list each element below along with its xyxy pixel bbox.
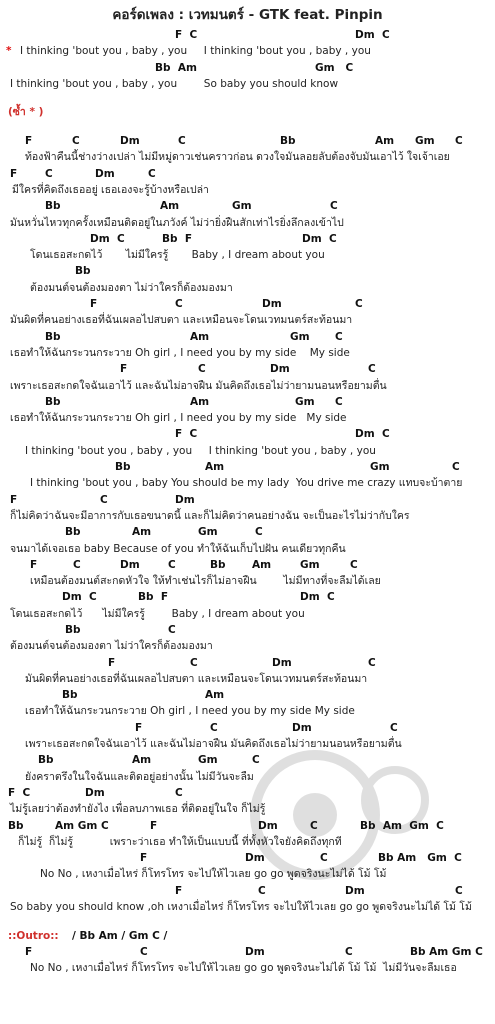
lyric-line: [0, 346, 495, 360]
lyric-text: โดนเธอสะกดไว้ ไม่มีใครรู้ Baby , I dream about you: [10, 607, 305, 620]
lyric-text: ไม่รู้เลยว่าต้องทำยังไง เพื่อลบภาพเธอ ที่ติดอยู่ในใจ ก็ไม่รู้: [10, 803, 266, 816]
chord-symbol: C: [330, 200, 338, 213]
chord-symbol: C: [452, 461, 460, 473]
lyric-text: เพราะเธอสะกดใจฉันเอาไว้ และฉันไม่อาจฝืน มันคิดถึงเธอไม่ว่ายามนอนหรือยามตื่น: [10, 379, 387, 392]
chord-symbol: Gm: [232, 200, 252, 213]
lyric-text: จนมาได้เจอเธอ baby Because of you ทำให้ฉันเก็บไปฝัน คนเดียวทุกคืน: [10, 542, 346, 555]
chord-symbol: F C: [8, 786, 31, 799]
chord-symbol: Dm C: [302, 232, 337, 245]
chord-symbol: F: [30, 558, 38, 571]
chord-symbol: C: [198, 363, 206, 376]
chord-symbol: F: [10, 167, 18, 180]
chord-line: [0, 525, 495, 539]
chord-symbol: Dm: [85, 786, 105, 799]
chord-line: [0, 427, 495, 441]
lyric-text: มันผิดที่คนอย่างเธอที่ฉันเผลอไปสบตา และเหมือนจะโดนเวทมนตร์สะท้อนมา: [25, 672, 368, 685]
chord-symbol: C: [310, 819, 318, 832]
chord-symbol: F: [108, 656, 116, 669]
chord-symbol: Bb Am Gm C: [410, 945, 483, 958]
chord-line: [0, 330, 495, 344]
chord-line: [0, 851, 495, 865]
chord-symbol: C: [255, 526, 263, 539]
chord-symbol: F: [25, 945, 33, 958]
chord-symbol: C: [390, 721, 398, 734]
repeat-label: (ซ้ำ * ): [8, 106, 44, 119]
chord-symbol: Am: [132, 754, 152, 767]
chord-symbol: C: [168, 624, 176, 636]
chord-symbol: F: [140, 852, 148, 865]
chord-line: [0, 945, 495, 959]
lyric-text: ก็ไม่รู้ ก็ไม่รู้ เพราะว่าเธอ ทำให้เป็นแบบนี้ ที่ทั้งหัวใจยังคิดถึงทุกที: [18, 835, 342, 848]
lyric-line: [0, 802, 495, 816]
chord-symbol: Gm: [300, 558, 320, 571]
chord-symbol: C: [148, 167, 156, 180]
lyric-line: [0, 770, 495, 784]
chord-line: [0, 395, 495, 409]
lyric-text: ยังคราตรึงในใจฉันและติดอยู่อย่างนั้น ไม่มีวันจะลืม: [25, 770, 254, 783]
chord-line: [0, 297, 495, 311]
lyric-line: [0, 248, 495, 262]
chord-line: [0, 753, 495, 767]
chord-symbol: Dm: [245, 945, 265, 958]
chord-symbol: F: [150, 819, 158, 832]
chord-line: [0, 460, 495, 474]
lyric-line: [0, 737, 495, 751]
lyric-text: ก็ไม่คิดว่าฉันจะมีอาการกับเธอขนาดนี้ และก็ไม่คิดว่าคนอย่างฉัน จะเป็นอะไรไม่ว่ากับใคร: [10, 509, 410, 522]
chord-symbol: Dm: [120, 558, 140, 571]
chord-line: [0, 493, 495, 507]
lyric-line: [0, 444, 495, 458]
chord-symbol: Bb Am Gm C: [360, 819, 444, 832]
chord-symbol: C: [355, 298, 363, 310]
lyric-text: No No , เหงาเมื่อไหร่ ก็โทรโทร จะไปให้ไวเลย go go พูดจริงนะไม่ได้ โม้ โม้ ไม่มีวันจะลืมเธอ: [30, 962, 457, 975]
chord-symbol: C: [210, 721, 218, 734]
lyric-line: [0, 574, 495, 588]
chord-line: [0, 929, 495, 943]
chord-line: [0, 819, 495, 833]
chord-symbol: Dm C: [355, 29, 390, 41]
outro-label: ::Outro::: [8, 929, 59, 942]
chord-symbol: Am: [160, 200, 180, 213]
chord-symbol: Bb: [210, 558, 226, 571]
lyric-line: [0, 216, 495, 230]
lyric-line: [0, 281, 495, 295]
chord-symbol: Gm: [415, 135, 435, 147]
chord-sheet: [0, 28, 495, 1024]
chord-symbol: C: [368, 363, 376, 376]
lyric-line: [0, 867, 495, 881]
lyric-text: มีใครที่คิดถึงเธออยู่ เธอเองจะรู้บ้างหรือเปล่า: [12, 183, 209, 196]
chord-symbol: C: [45, 167, 53, 180]
chord-symbol: Am: [132, 526, 152, 539]
lyric-text: I thinking 'bout you , baby , you I thinking 'bout you , baby , you: [20, 45, 371, 58]
chord-line: [0, 884, 495, 898]
chord-symbol: Dm: [245, 852, 265, 865]
page-title: คอร์ดเพลง : เวทมนตร์ - GTK feat. Pinpin: [112, 7, 383, 23]
lyric-line: [0, 961, 495, 975]
chord-line: [0, 134, 495, 148]
chord-line: [0, 656, 495, 670]
chord-line: [0, 167, 495, 181]
lyric-text: I thinking 'bout you , baby , you I thinking 'bout you , baby , you: [25, 444, 376, 457]
lyric-text: เธอทำให้ฉันกระวนกระวาย Oh girl , I need you by my side My side: [10, 412, 347, 425]
chord-symbol: Bb F: [162, 232, 193, 245]
chord-line: [0, 786, 495, 800]
chord-symbol: Dm C: [355, 428, 390, 441]
chord-symbol: Am: [375, 135, 395, 147]
lyric-line: [0, 607, 495, 621]
lyric-text: เธอทำให้ฉันกระวนกระวาย Oh girl , I need you by my side My side: [25, 705, 355, 718]
chord-symbol: C: [73, 558, 81, 571]
lyric-line: [0, 900, 495, 914]
chord-symbol: Dm: [175, 493, 195, 506]
chord-symbol: Dm: [95, 167, 115, 180]
chord-symbol: Bb: [8, 819, 24, 832]
chord-symbol: F: [25, 135, 33, 147]
chord-symbol: Dm: [345, 884, 365, 897]
chord-symbol: Gm: [290, 330, 310, 343]
lyric-line: [0, 639, 495, 653]
chord-symbol: C: [335, 395, 343, 408]
chord-symbol: Am: [205, 689, 225, 702]
chord-symbol: Dm C: [62, 591, 97, 604]
chord-line: [0, 558, 495, 572]
chord-symbol: Am: [190, 330, 210, 343]
lyric-text: ต้องมนต์จนต้องมองตา ไม่ว่าใครก็ต้องมองมา: [10, 640, 213, 653]
chord-symbol: Am: [205, 461, 225, 473]
chord-symbol: F C: [175, 428, 198, 441]
chord-symbol: F: [90, 298, 98, 310]
chord-symbol: Bb: [62, 689, 78, 702]
chord-symbol: Gm: [198, 754, 218, 767]
lyric-text: I thinking 'bout you , baby You should be my lady You drive me crazy แทบจะบ้าตาย: [30, 477, 463, 490]
chord-symbol: F C: [175, 29, 198, 41]
chord-symbol: Dm: [120, 135, 140, 147]
chord-symbol: Bb: [115, 461, 131, 473]
lyric-text: ต้องมนต์จนต้องมองตา ไม่ว่าใครก็ต้องมองมา: [30, 281, 233, 294]
chord-line: [0, 590, 495, 604]
chord-symbol: Gm: [370, 461, 390, 473]
chord-symbol: Bb Am: [155, 61, 197, 74]
lyric-line: [0, 44, 495, 58]
lyric-line: [0, 150, 495, 164]
lyric-line: [0, 77, 495, 91]
chorus-star-marker: *: [6, 45, 12, 58]
repeat-marker: [0, 105, 495, 119]
chord-line: [0, 199, 495, 213]
chord-line: [0, 264, 495, 278]
lyric-line: [0, 476, 495, 490]
lyric-line: [0, 313, 495, 327]
chord-symbol: Gm: [295, 395, 315, 408]
lyric-text: มันหวั่นไหวทุกครั้งเหมือนติดอยู่ในภวังค์ ไม่ว่ายิ่งฝืนสักเท่าไรยิ่งลึกลงเข้าไป: [10, 216, 344, 229]
chord-symbol: F: [175, 884, 183, 897]
lyric-line: [0, 672, 495, 686]
lyric-text: No No , เหงาเมื่อไหร่ ก็โทรโทร จะไปให้ไวเลย go go พูดจริงนะไม่ได้ โม้ โม้: [40, 868, 387, 881]
chord-symbol: C: [252, 754, 260, 767]
chord-symbol: Dm: [258, 819, 278, 832]
chord-symbol: / Bb Am / Gm C /: [72, 929, 168, 942]
chord-symbol: Bb Am Gm C: [378, 852, 462, 865]
chord-symbol: Dm: [292, 721, 312, 734]
chord-symbol: Bb: [75, 265, 91, 278]
lyric-line: [0, 379, 495, 393]
lyric-text: เหมือนต้องมนต์สะกดหัวใจ ให้ทำเช่นไรก็ไม่อาจฝืน ไม่มีทางที่จะลืมได้เลย: [30, 575, 381, 588]
chord-symbol: C: [175, 786, 183, 799]
chord-line: [0, 362, 495, 376]
chord-symbol: C: [178, 135, 186, 147]
chord-symbol: C: [455, 135, 463, 147]
chord-symbol: C: [368, 656, 376, 669]
chord-symbol: Dm: [272, 656, 292, 669]
chord-symbol: C: [175, 298, 183, 310]
chord-symbol: C: [350, 558, 358, 571]
chord-symbol: Bb: [65, 624, 81, 636]
lyric-text: So baby you should know ,oh เหงาเมื่อไหร่ ก็โทรโทร จะไปให้ไวเลย go go พูดจริงนะไม่ได้ โม้ โม้: [10, 901, 472, 913]
chord-symbol: Gm C: [315, 61, 354, 74]
lyric-text: โดนเธอสะกดไว้ ไม่มีใครรู้ Baby , I dream about you: [30, 249, 325, 262]
chord-symbol: C: [455, 884, 463, 897]
chord-symbol: Bb F: [138, 591, 169, 604]
chord-symbol: F: [120, 363, 128, 376]
chord-symbol: C: [72, 135, 80, 147]
chord-symbol: C: [345, 945, 353, 958]
chord-symbol: Bb: [38, 754, 54, 767]
chord-symbol: Am: [252, 558, 272, 571]
chord-line: [0, 623, 495, 637]
chord-line: [0, 61, 495, 75]
chord-symbol: C: [320, 852, 328, 865]
chord-symbol: Bb: [65, 526, 81, 539]
chord-symbol: C: [190, 656, 198, 669]
chord-symbol: Dm: [270, 363, 290, 376]
chord-symbol: Gm: [198, 526, 218, 539]
chord-symbol: Bb: [45, 330, 61, 343]
chord-line: [0, 688, 495, 702]
chord-symbol: Bb: [45, 395, 61, 408]
chord-symbol: Bb: [45, 200, 61, 213]
lyric-line: [0, 542, 495, 556]
lyric-text: ท้องฟ้าคืนนี้ช่างว่างเปล่า ไม่มีหมู่ดาวเช่นคราวก่อน ดวงใจมันลอยลับต้องจับมันเอาไว้ ใจเจ้าเอย: [25, 151, 450, 164]
lyric-line: [0, 509, 495, 523]
chord-symbol: C: [100, 493, 108, 506]
chord-symbol: C: [140, 945, 148, 958]
chord-symbol: Bb: [280, 135, 296, 147]
chord-symbol: Am Gm C: [55, 819, 109, 832]
chord-symbol: F: [10, 493, 18, 506]
lyric-text: มันผิดที่คนอย่างเธอที่ฉันเผลอไปสบตา และเหมือนจะโดนเวทมนตร์สะท้อนมา: [10, 314, 353, 327]
lyric-line: [0, 411, 495, 425]
chord-symbol: Am: [190, 395, 210, 408]
chord-line: [0, 28, 495, 42]
chord-symbol: Dm C: [90, 232, 125, 245]
lyric-text: I thinking 'bout you , baby , you So baby you should know: [10, 77, 339, 90]
lyric-text: เพราะเธอสะกดใจฉันเอาไว้ และฉันไม่อาจฝืน มันคิดถึงเธอไม่ว่ายามนอนหรือยามตื่น: [25, 738, 402, 750]
chord-line: [0, 232, 495, 246]
lyric-line: [0, 183, 495, 197]
lyric-line: [0, 835, 495, 849]
chord-symbol: Dm C: [300, 591, 335, 604]
chord-symbol: Dm: [262, 298, 282, 310]
chord-symbol: C: [335, 330, 343, 343]
lyric-text: เธอทำให้ฉันกระวนกระวาย Oh girl , I need you by my side My side: [10, 346, 350, 359]
chord-symbol: F: [135, 721, 143, 734]
chord-symbol: C: [168, 558, 176, 571]
lyric-line: [0, 704, 495, 718]
chord-line: [0, 721, 495, 735]
chord-symbol: C: [258, 884, 266, 897]
